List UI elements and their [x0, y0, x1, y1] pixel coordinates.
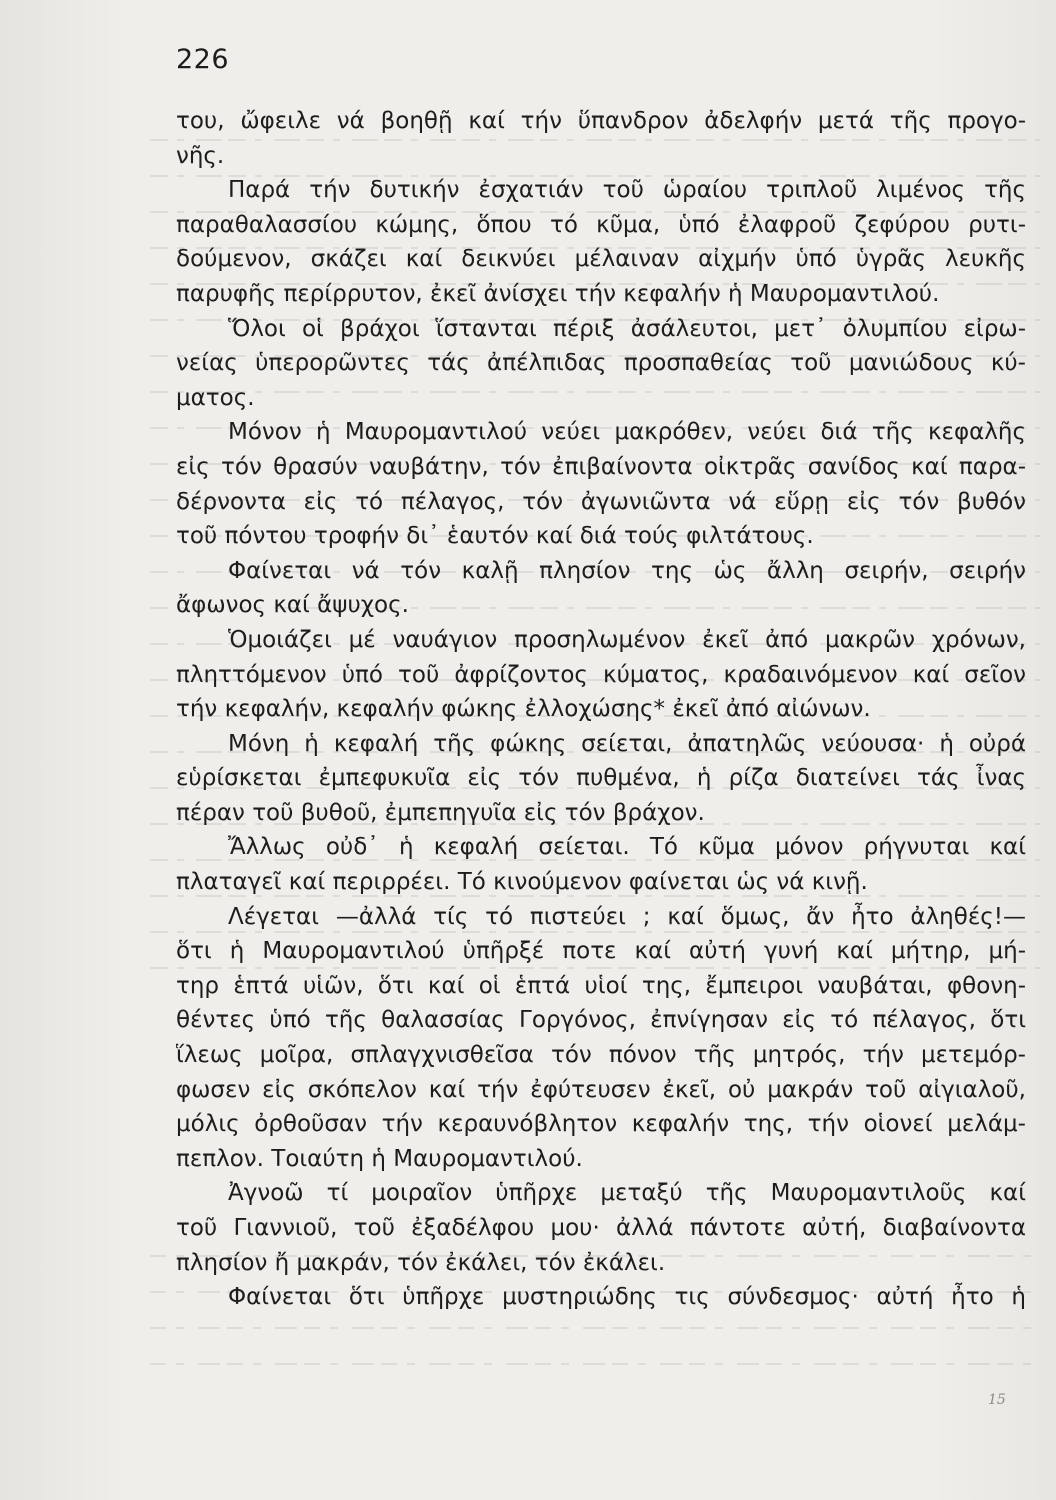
show-through-mark: 15: [988, 1392, 1006, 1408]
text-line: ἵλεως μοῖρα, σπλαγχνισθεῖσα τόν πόνον τῆς μητρός, τήν μετεμόρ-: [176, 1042, 1026, 1069]
text-line: πέραν τοῦ βυθοῦ, ἐμπεπηγυῖα εἰς τόν βράχον.: [176, 799, 705, 826]
text-line: Φαίνεται νά τόν καλῇ πλησίον της ὡς ἄλλη σειρήν, σειρήν: [228, 557, 1026, 584]
text-line: τοῦ Γιαννιοῦ, τοῦ ἐξαδέλφου μου· ἀλλά πάντοτε αὐτή, διαβαίνοντα: [176, 1215, 1026, 1241]
page-number: 226: [176, 44, 230, 75]
text-line: ἄφωνος καί ἄψυχος.: [176, 592, 409, 619]
text-line: νείας ὑπερορῶντες τάς ἀπέλπιδας προσπαθείας τοῦ μανιώδους κύ-: [176, 350, 1026, 377]
text-line: τοῦ πόντου τροφήν δι᾽ ἑαυτόν καί διά τούς φιλτάτους.: [176, 523, 814, 550]
text-line: νῆς.: [176, 142, 225, 169]
text-line: τήν κεφαλήν, κεφαλήν φώκης ἐλλοχώσης* ἐκεῖ ἀπό αἰώνων.: [176, 696, 871, 723]
text-line: πλαταγεῖ καί περιρρέει. Τό κινούμενον φαίνεται ὡς νά κινῇ.: [176, 869, 868, 896]
text-line: πλησίον ἤ μακράν, τόν ἐκάλει, τόν ἐκάλει.: [176, 1249, 666, 1276]
text-line: δούμενον, σκάζει καί δεικνύει μέλαιναν αἰχμήν ὑπό ὑγρᾶς λευκῆς: [176, 246, 1026, 273]
text-line: τηρ ἑπτά υἱῶν, ὅτι καί οἱ ἑπτά υἱοί της, ἔμπειροι ναυβάται, φθονη-: [176, 972, 1026, 999]
text-line: Μόνη ἡ κεφαλή τῆς φώκης σείεται, ἀπατηλῶς νεύουσα· ἡ οὐρά: [228, 730, 1026, 757]
text-line: παρυφῆς περίρρυτον, ἐκεῖ ἀνίσχει τήν κεφαλήν ἡ Μαυρομαντιλού.: [176, 280, 940, 307]
text-line: Λέγεται —ἀλλά τίς τό πιστεύει ; καί ὅμως, ἄν ἦτο ἀληθές!—: [228, 903, 1026, 930]
text-line: φωσεν εἰς σκόπελον καί τήν ἐφύτευσεν ἐκεῖ, οὐ μακράν τοῦ αἰγιαλοῦ,: [176, 1076, 1026, 1103]
text-line: Παρά τήν δυτικήν ἐσχατιάν τοῦ ὡραίου τριπλοῦ λιμένος τῆς: [228, 177, 1026, 204]
text-line: Ἀγνοῶ τί μοιραῖον ὑπῆρχε μεταξύ τῆς Μαυρομαντιλοῦς καί: [228, 1180, 1026, 1207]
text-line: Μόνον ἡ Μαυρομαντιλού νεύει μακρόθεν, νεύει διά τῆς κεφαλῆς: [228, 419, 1026, 446]
text-line: παραθαλασσίου κώμης, ὅπου τό κῦμα, ὑπό ἐλαφροῦ ζεφύρου ρυτι-: [176, 211, 1026, 238]
text-line: ὅτι ἡ Μαυρομαντιλού ὑπῆρξέ ποτε καί αὐτή γυνή καί μήτηρ, μή-: [176, 938, 1026, 965]
text-line: πληττόμενον ὑπό τοῦ ἀφρίζοντος κύματος, κραδαινόμενον καί σεῖον: [176, 661, 1026, 688]
text-line: ματος.: [176, 384, 255, 411]
text-line: εἰς τόν θρασύν ναυβάτην, τόν ἐπιβαίνοντα οἰκτρᾶς σανίδος καί παρα-: [176, 453, 1026, 480]
text-line: πεπλον. Τοιαύτη ἡ Μαυρομαντιλού.: [176, 1145, 583, 1172]
text-line: του, ὤφειλε νά βοηθῇ καί τήν ὕπανδρον ἀδελφήν μετά τῆς προγο-: [176, 108, 1026, 134]
text-line: δέρνοντα εἰς τό πέλαγος, τόν ἀγωνιῶντα νά εὕρῃ εἰς τόν βυθόν: [176, 488, 1026, 515]
text-line: Φαίνεται ὅτι ὑπῆρχε μυστηριώδης τις σύνδεσμος· αὐτή ἦτο ἡ: [228, 1284, 1026, 1311]
text-line: εὑρίσκεται ἐμπεφυκυῖα εἰς τόν πυθμένα, ἡ ρίζα διατείνει τάς ἶνας: [176, 765, 1026, 792]
text-line: θέντες ὑπό τῆς θαλασσίας Γοργόνος, ἐπνίγησαν εἰς τό πέλαγος, ὅτι: [176, 1007, 1026, 1034]
text-line: Ὅλοι οἱ βράχοι ἵστανται πέριξ ἀσάλευτοι, μετ᾽ ὀλυμπίου εἰρω-: [228, 315, 1026, 342]
body-text: [176, 104, 1026, 1315]
text-line: Ἄλλως οὐδ᾽ ἡ κεφαλή σείεται. Τό κῦμα μόνον ρήγνυται καί: [228, 834, 1026, 861]
text-line: μόλις ὀρθοῦσαν τήν κεραυνόβλητον κεφαλήν της, τήν οἱονεί μελάμ-: [176, 1111, 1026, 1138]
text-line: Ὁμοιάζει μέ ναυάγιον προσηλωμένον ἐκεῖ ἀπό μακρῶν χρόνων,: [228, 626, 1026, 653]
